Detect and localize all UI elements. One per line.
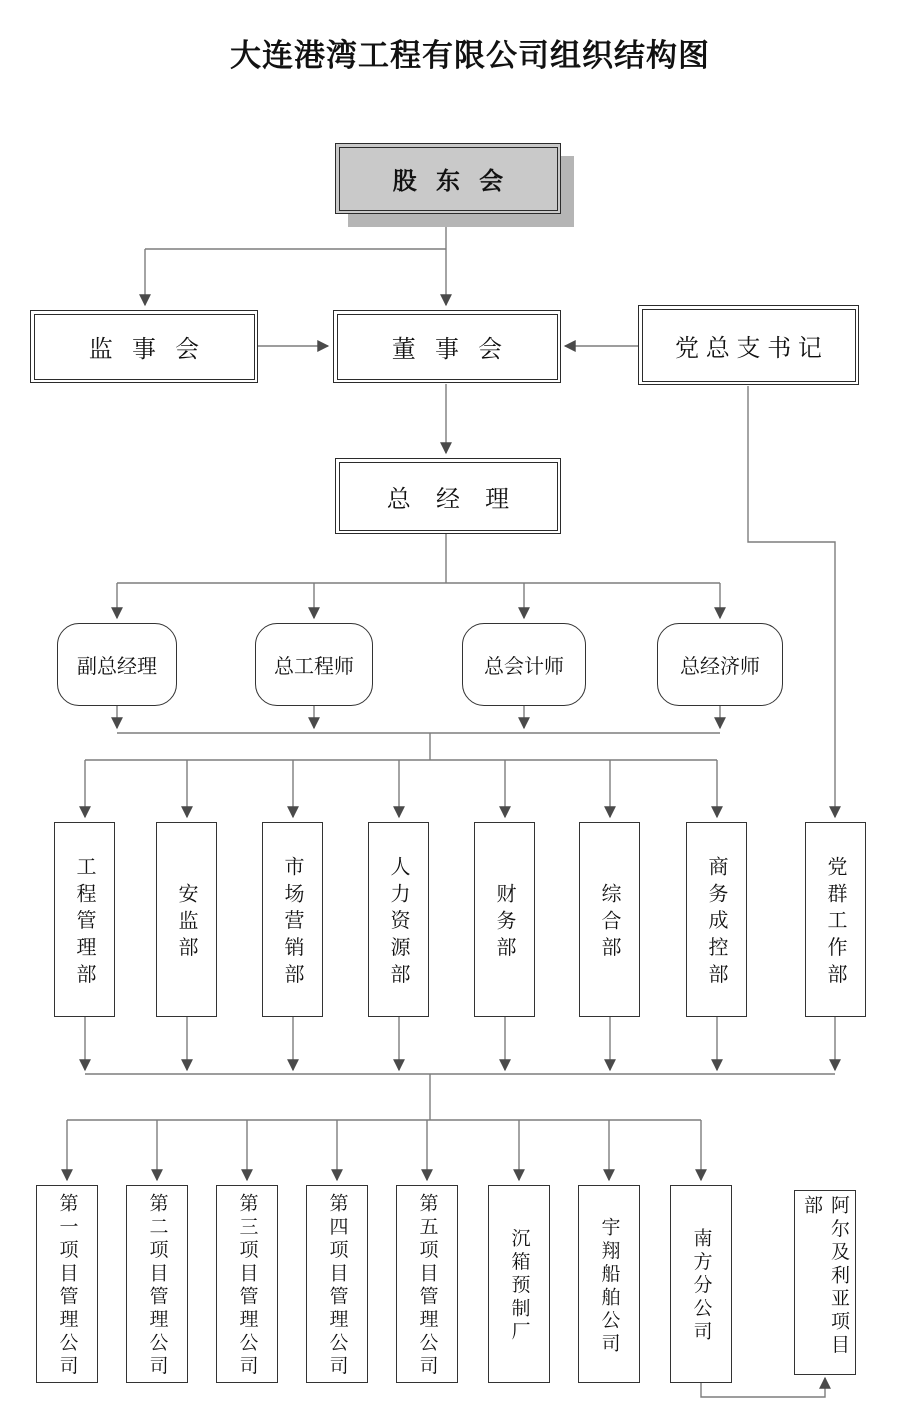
node-southern-branch	[670, 1185, 732, 1383]
node-dept-business-cost-control	[686, 822, 747, 1017]
node-dept-finance	[474, 822, 535, 1017]
node-project-company-2	[126, 1185, 188, 1383]
node-deputy-general-manager-label: 副总经理	[77, 656, 157, 678]
node-dept-safety-supervision	[156, 822, 217, 1017]
node-southern-branch-label: 南方分公司	[690, 1228, 712, 1345]
node-project-company-5	[396, 1185, 458, 1383]
node-caisson-prefab-factory	[488, 1185, 550, 1383]
node-yuxiang-shipping-company	[578, 1185, 640, 1383]
node-board-of-directors	[333, 310, 561, 383]
node-project-company-4-label: 第四项目管理公司	[326, 1193, 348, 1379]
page-title: 大连港湾工程有限公司组织结构图	[230, 38, 710, 73]
node-chief-accountant-label: 总会计师	[484, 656, 564, 678]
node-algeria-project-dept-label: 阿尔及利亚项目部	[801, 1195, 849, 1358]
node-deputy-general-manager	[57, 623, 177, 706]
node-project-company-1-label: 第一项目管理公司	[56, 1193, 78, 1379]
node-dept-general-affairs-label: 综合部	[598, 882, 620, 964]
node-chief-economist-label: 总经济师	[680, 656, 760, 678]
node-dept-marketing-label: 市场营销部	[281, 855, 303, 990]
node-board-of-directors-label: 董事会	[337, 314, 558, 380]
node-chief-engineer-label: 总工程师	[274, 656, 354, 678]
node-chief-economist	[657, 623, 783, 706]
node-project-company-4	[306, 1185, 368, 1383]
node-dept-finance-label: 财务部	[493, 882, 515, 964]
node-shareholders-meeting	[335, 143, 561, 214]
node-chief-engineer	[255, 623, 373, 706]
node-caisson-prefab-factory-label: 沉箱预制厂	[508, 1228, 530, 1345]
node-dept-engineering-management	[54, 822, 115, 1017]
node-supervisory-board-label: 监事会	[34, 314, 255, 380]
node-shareholders-meeting-label: 股东会	[339, 147, 558, 211]
node-supervisory-board	[30, 310, 258, 383]
node-dept-business-cost-control-label: 商务成控部	[705, 855, 727, 990]
node-dept-party-masses-work	[805, 822, 866, 1017]
node-chief-accountant	[462, 623, 586, 706]
node-yuxiang-shipping-company-label: 宇翔船舶公司	[598, 1216, 620, 1356]
node-dept-human-resources-label: 人力资源部	[387, 855, 409, 990]
node-project-company-3-label: 第三项目管理公司	[236, 1193, 258, 1379]
node-party-branch-secretary	[638, 305, 859, 385]
node-party-branch-secretary-label: 党总支书记	[642, 309, 856, 382]
node-dept-safety-supervision-label: 安监部	[175, 882, 197, 964]
node-project-company-1	[36, 1185, 98, 1383]
node-dept-human-resources	[368, 822, 429, 1017]
node-dept-engineering-management-label: 工程管理部	[73, 855, 95, 990]
node-algeria-project-dept	[794, 1190, 856, 1375]
node-dept-party-masses-work-label: 党群工作部	[824, 855, 846, 990]
node-general-manager-label: 总经理	[339, 462, 558, 531]
node-dept-general-affairs	[579, 822, 640, 1017]
node-project-company-2-label: 第二项目管理公司	[146, 1193, 168, 1379]
node-dept-marketing	[262, 822, 323, 1017]
node-general-manager	[335, 458, 561, 534]
node-project-company-5-label: 第五项目管理公司	[416, 1193, 438, 1379]
node-project-company-3	[216, 1185, 278, 1383]
